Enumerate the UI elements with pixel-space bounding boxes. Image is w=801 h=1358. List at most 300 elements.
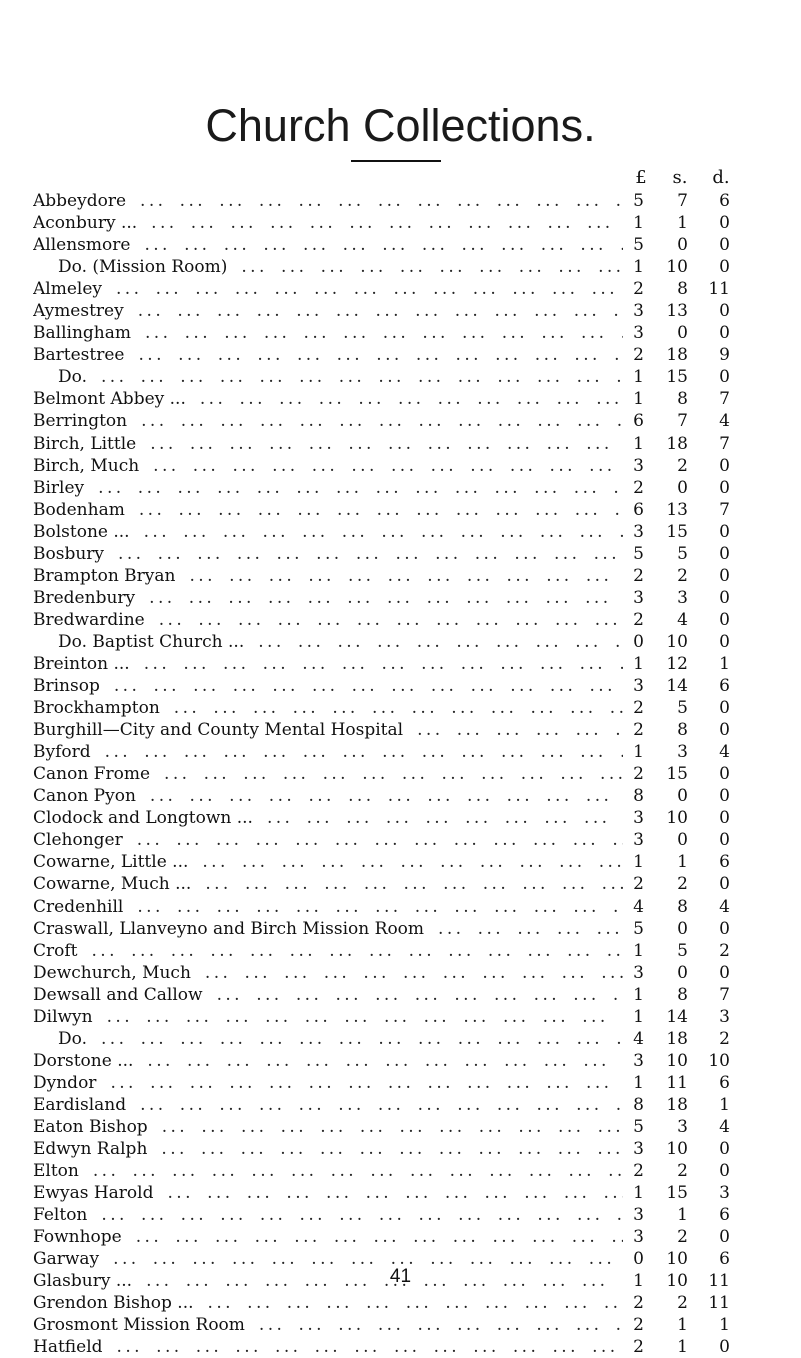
pence-value: 0 [719,874,730,895]
table-row [0,1116,801,1138]
pence-value: 0 [719,587,730,608]
pounds-value: 1 [633,1183,644,1204]
shillings-value: 12 [666,653,688,674]
church-name [33,190,623,212]
church-name [33,410,623,432]
church-name-text: Burghill—City and County Mental Hospital [33,720,404,741]
table-row [0,212,801,234]
shillings-value: 0 [677,786,688,807]
table-row [0,1094,801,1116]
church-name-text: Felton [33,1205,88,1226]
table-row [0,1160,801,1182]
pence-value: 0 [719,301,730,322]
church-name-text: Dorstone ... [33,1050,134,1071]
title-rule [351,160,441,162]
church-name-text: Dewsall and Callow [33,984,203,1005]
pounds-value: 0 [633,1249,644,1270]
pence-value: 1 [719,1315,730,1336]
pounds-value: 8 [633,1094,644,1115]
church-name [33,1072,623,1094]
pence-value: 4 [719,742,730,763]
pounds-value: 2 [633,1337,644,1358]
church-name-text: Do. (Mission Room) [58,257,228,278]
church-name [33,1116,623,1138]
pence-value: 0 [719,521,730,542]
church-name [33,543,623,565]
pence-value: 1 [719,653,730,674]
pounds-value: 1 [633,1072,644,1093]
shillings-value: 10 [666,257,688,278]
pounds-value: 1 [633,742,644,763]
pounds-value: 3 [633,521,644,542]
church-name [33,344,623,366]
church-name-text: Do. [58,367,87,388]
church-name [33,565,623,587]
church-name-text: Aymestrey [33,301,124,322]
pence-value: 11 [708,279,730,300]
pence-value: 0 [719,609,730,630]
shillings-value: 1 [677,213,688,234]
table-row [0,896,801,918]
pence-value: 0 [719,830,730,851]
church-name [33,278,623,300]
shillings-value: 1 [677,1337,688,1358]
church-name [33,499,623,521]
church-name [33,763,623,785]
church-name-text: Glasbury ... [33,1271,133,1292]
shillings-value: 0 [677,477,688,498]
pounds-value: 2 [633,720,644,741]
pence-value: 7 [719,499,730,520]
church-name [33,873,623,895]
pounds-value: 1 [633,213,644,234]
pounds-value: 3 [633,808,644,829]
table-row [0,741,801,763]
church-name [33,1138,623,1160]
church-name-text: Eaton Bishop [33,1116,148,1137]
pounds-value: 2 [633,1161,644,1182]
pounds-value: 6 [633,499,644,520]
shillings-value: 15 [666,1183,688,1204]
pence-value: 2 [719,940,730,961]
shillings-value: 5 [677,940,688,961]
church-name-text: Ewyas Harold [33,1183,154,1204]
church-name-text: Canon Frome [33,764,151,785]
church-name-text: Dyndor [33,1072,97,1093]
church-name [33,653,623,675]
pounds-value: 2 [633,874,644,895]
shillings-value: 8 [677,279,688,300]
table-row [0,433,801,455]
pounds-value: 5 [633,918,644,939]
shillings-value: 4 [677,609,688,630]
table-row [0,609,801,631]
table-row [0,785,801,807]
church-name [33,785,623,807]
pounds-value: 2 [633,565,644,586]
shillings-value: 0 [677,323,688,344]
pence-value: 0 [719,962,730,983]
church-name [33,851,623,873]
shillings-value: 0 [677,235,688,256]
table-row [0,278,801,300]
table-row [0,851,801,873]
pounds-value: 1 [633,1006,644,1027]
church-name-text: Birch, Little [33,433,137,454]
shillings-value: 10 [666,1271,688,1292]
pence-value: 0 [719,455,730,476]
pence-value: 7 [719,389,730,410]
table-row [0,1226,801,1248]
table-row [0,675,801,697]
table-row [0,521,801,543]
pounds-value: 1 [633,389,644,410]
table-row [0,807,801,829]
church-name [33,697,623,719]
table-row [0,388,801,410]
shillings-value: 18 [666,433,688,454]
pence-value: 0 [719,235,730,256]
pounds-column-header: £ [635,167,647,188]
table-row [0,256,801,278]
pounds-value: 4 [633,1028,644,1049]
pence-value: 0 [719,808,730,829]
pounds-value: 3 [633,587,644,608]
church-name [33,477,623,499]
table-row [0,1028,801,1050]
church-name [33,609,623,631]
pence-value: 0 [719,786,730,807]
pounds-value: 1 [633,984,644,1005]
table-row [0,829,801,851]
church-name [33,1006,623,1028]
table-row [0,234,801,256]
shillings-value: 2 [677,1227,688,1248]
church-name-text: Allensmore [33,235,131,256]
shillings-value: 14 [666,1006,688,1027]
church-name-text: Breinton ... [33,653,130,674]
collections-table [0,190,801,1358]
church-name-text: Grosmont Mission Room [33,1315,245,1336]
pence-value: 10 [708,1050,730,1071]
church-name-text: Bolstone ... [33,521,130,542]
church-name [58,1028,623,1050]
pence-value: 0 [719,631,730,652]
church-name [58,631,623,653]
table-row [0,697,801,719]
pence-value: 7 [719,433,730,454]
church-name [33,1050,623,1072]
pounds-value: 3 [633,1227,644,1248]
pounds-value: 3 [633,830,644,851]
pence-value: 6 [719,676,730,697]
church-name [33,918,623,940]
church-name-text: Fownhope [33,1227,122,1248]
table-row [0,719,801,741]
pence-value: 11 [708,1271,730,1292]
shillings-value: 13 [666,499,688,520]
shillings-value: 18 [666,1028,688,1049]
shillings-value: 10 [666,1050,688,1071]
shillings-value: 18 [666,345,688,366]
shillings-value: 2 [677,1293,688,1314]
church-name [33,896,623,918]
pence-value: 0 [719,1161,730,1182]
pence-value: 0 [719,1227,730,1248]
church-name-text: Brampton Bryan [33,565,176,586]
table-row [0,499,801,521]
pounds-value: 8 [633,786,644,807]
church-name [33,433,623,455]
pounds-value: 3 [633,962,644,983]
church-name [33,1292,623,1314]
church-name-text: Birley [33,477,85,498]
pounds-value: 5 [633,1116,644,1137]
table-row [0,565,801,587]
church-name [33,940,623,962]
shillings-value: 14 [666,676,688,697]
pence-value: 0 [719,698,730,719]
pence-value: 11 [708,1293,730,1314]
pence-column-header: d. [712,167,730,188]
pounds-value: 1 [633,940,644,961]
pounds-value: 3 [633,323,644,344]
pounds-value: 3 [633,455,644,476]
church-name-text: Credenhill [33,896,124,917]
table-row [0,344,801,366]
church-name [33,300,623,322]
pence-value: 0 [719,367,730,388]
shillings-value: 0 [677,830,688,851]
shillings-value: 10 [666,631,688,652]
church-name [33,1204,623,1226]
pence-value: 2 [719,1028,730,1049]
church-name [58,366,623,388]
shillings-value: 2 [677,1161,688,1182]
church-name-text: Bredenbury [33,587,136,608]
church-name [33,234,623,256]
pence-value: 0 [719,477,730,498]
church-name-text: Grendon Bishop ... [33,1293,194,1314]
church-name [33,1160,623,1182]
table-row [0,455,801,477]
shillings-value: 3 [677,587,688,608]
pounds-value: 6 [633,411,644,432]
pence-value: 6 [719,852,730,873]
pence-value: 4 [719,411,730,432]
pence-value: 0 [719,764,730,785]
shillings-value: 15 [666,367,688,388]
shillings-value: 1 [677,852,688,873]
church-name [33,322,623,344]
table-row [0,1050,801,1072]
pounds-value: 2 [633,279,644,300]
church-name-text: Aconbury ... [33,213,138,234]
shillings-value: 1 [677,1205,688,1226]
table-row [0,873,801,895]
table-row [0,918,801,940]
church-name-text: Hatfield [33,1337,103,1358]
pounds-value: 1 [633,433,644,454]
church-name [33,1094,623,1116]
shillings-value: 5 [677,543,688,564]
table-row [0,1182,801,1204]
pounds-value: 5 [633,543,644,564]
pounds-value: 2 [633,345,644,366]
church-name [33,741,623,763]
pounds-value: 1 [633,653,644,674]
church-name [33,521,623,543]
church-name-text: Clehonger [33,830,123,851]
church-name-text: Bredwardine [33,609,145,630]
shillings-value: 10 [666,1139,688,1160]
shillings-value: 10 [666,1249,688,1270]
table-row [0,366,801,388]
pounds-value: 2 [633,609,644,630]
pounds-value: 0 [633,631,644,652]
shillings-value: 8 [677,896,688,917]
church-name-text: Abbeydore [33,191,127,211]
church-name-text: Bosbury [33,543,105,564]
church-name-text: Garway [33,1249,100,1270]
church-name-text: Cowarne, Much ... [33,874,192,895]
pounds-value: 3 [633,1050,644,1071]
pounds-value: 2 [633,1315,644,1336]
church-name-text: Byford [33,742,91,763]
church-name-text: Canon Pyon [33,786,136,807]
church-name [58,256,623,278]
shillings-value: 2 [677,455,688,476]
page-number: 41 [389,1266,412,1287]
church-name [33,675,623,697]
church-name-text: Do. [58,1028,87,1049]
church-name [33,829,623,851]
shillings-value: 11 [666,1072,688,1093]
shillings-value: 5 [677,698,688,719]
shillings-value: 7 [677,191,688,211]
table-row [0,962,801,984]
church-name [33,1226,623,1248]
church-name-text: Brockhampton [33,698,160,719]
shillings-column-header: s. [672,167,688,188]
table-row [0,653,801,675]
pence-value: 6 [719,1249,730,1270]
church-name-text: Berrington [33,411,128,432]
pounds-value: 4 [633,896,644,917]
pence-value: 0 [719,1337,730,1358]
shillings-value: 0 [677,918,688,939]
shillings-value: 2 [677,874,688,895]
pence-value: 6 [719,1072,730,1093]
table-row [0,410,801,432]
table-row [0,1006,801,1028]
church-name-text: Brinsop [33,676,100,697]
pounds-value: 2 [633,764,644,785]
church-name-text: Eardisland [33,1094,127,1115]
pence-value: 7 [719,984,730,1005]
pence-value: 0 [719,720,730,741]
pence-value: 9 [719,345,730,366]
pence-value: 0 [719,1139,730,1160]
table-row [0,1204,801,1226]
pounds-value: 2 [633,477,644,498]
shillings-value: 8 [677,984,688,1005]
church-name [33,719,623,741]
church-name-text: Belmont Abbey ... [33,389,186,410]
table-row [0,300,801,322]
page-title: Church Collections. [205,100,596,151]
pence-value: 3 [719,1006,730,1027]
church-name-text: Bartestree [33,345,125,366]
church-name-text: Dilwyn [33,1006,93,1027]
pence-value: 1 [719,1094,730,1115]
table-row [0,1336,801,1358]
pence-value: 6 [719,1205,730,1226]
table-row [0,1072,801,1094]
shillings-value: 1 [677,1315,688,1336]
pounds-value: 3 [633,301,644,322]
table-row [0,984,801,1006]
pounds-value: 2 [633,698,644,719]
church-name [33,212,623,234]
table-row [0,322,801,344]
pence-value: 4 [719,1116,730,1137]
church-name-text: Ballingham [33,323,131,344]
church-name-text: Cowarne, Little ... [33,852,189,873]
table-row [0,587,801,609]
church-name-text: Elton [33,1161,79,1182]
pounds-value: 1 [633,257,644,278]
pounds-value: 2 [633,1293,644,1314]
church-name [33,984,623,1006]
shillings-value: 13 [666,301,688,322]
pounds-value: 1 [633,1271,644,1292]
table-row [0,1314,801,1336]
shillings-value: 10 [666,808,688,829]
pence-value: 0 [719,543,730,564]
church-name-text: Birch, Much [33,455,140,476]
church-name [33,587,623,609]
table-row [0,763,801,785]
church-name-text: Bodenham [33,499,125,520]
church-name-text: Do. Baptist Church ... [58,631,245,652]
church-name [33,807,623,829]
church-name-text: Croft [33,940,78,961]
church-name [33,1336,623,1358]
shillings-value: 15 [666,521,688,542]
pence-value: 0 [719,323,730,344]
shillings-value: 18 [666,1094,688,1115]
pounds-value: 3 [633,1139,644,1160]
table-row [0,190,801,212]
church-name [33,1182,623,1204]
table-row [0,940,801,962]
pence-value: 0 [719,918,730,939]
pounds-value: 3 [633,1205,644,1226]
table-row [0,631,801,653]
pounds-value: 5 [633,235,644,256]
table-row [0,543,801,565]
church-name [33,962,623,984]
pounds-value: 1 [633,852,644,873]
pence-value: 4 [719,896,730,917]
pence-value: 0 [719,565,730,586]
church-name-text: Dewchurch, Much [33,962,191,983]
pence-value: 0 [719,213,730,234]
church-name-text: Craswall, Llanveyno and Birch Mission Room [33,918,425,939]
shillings-value: 2 [677,565,688,586]
table-row [0,1138,801,1160]
